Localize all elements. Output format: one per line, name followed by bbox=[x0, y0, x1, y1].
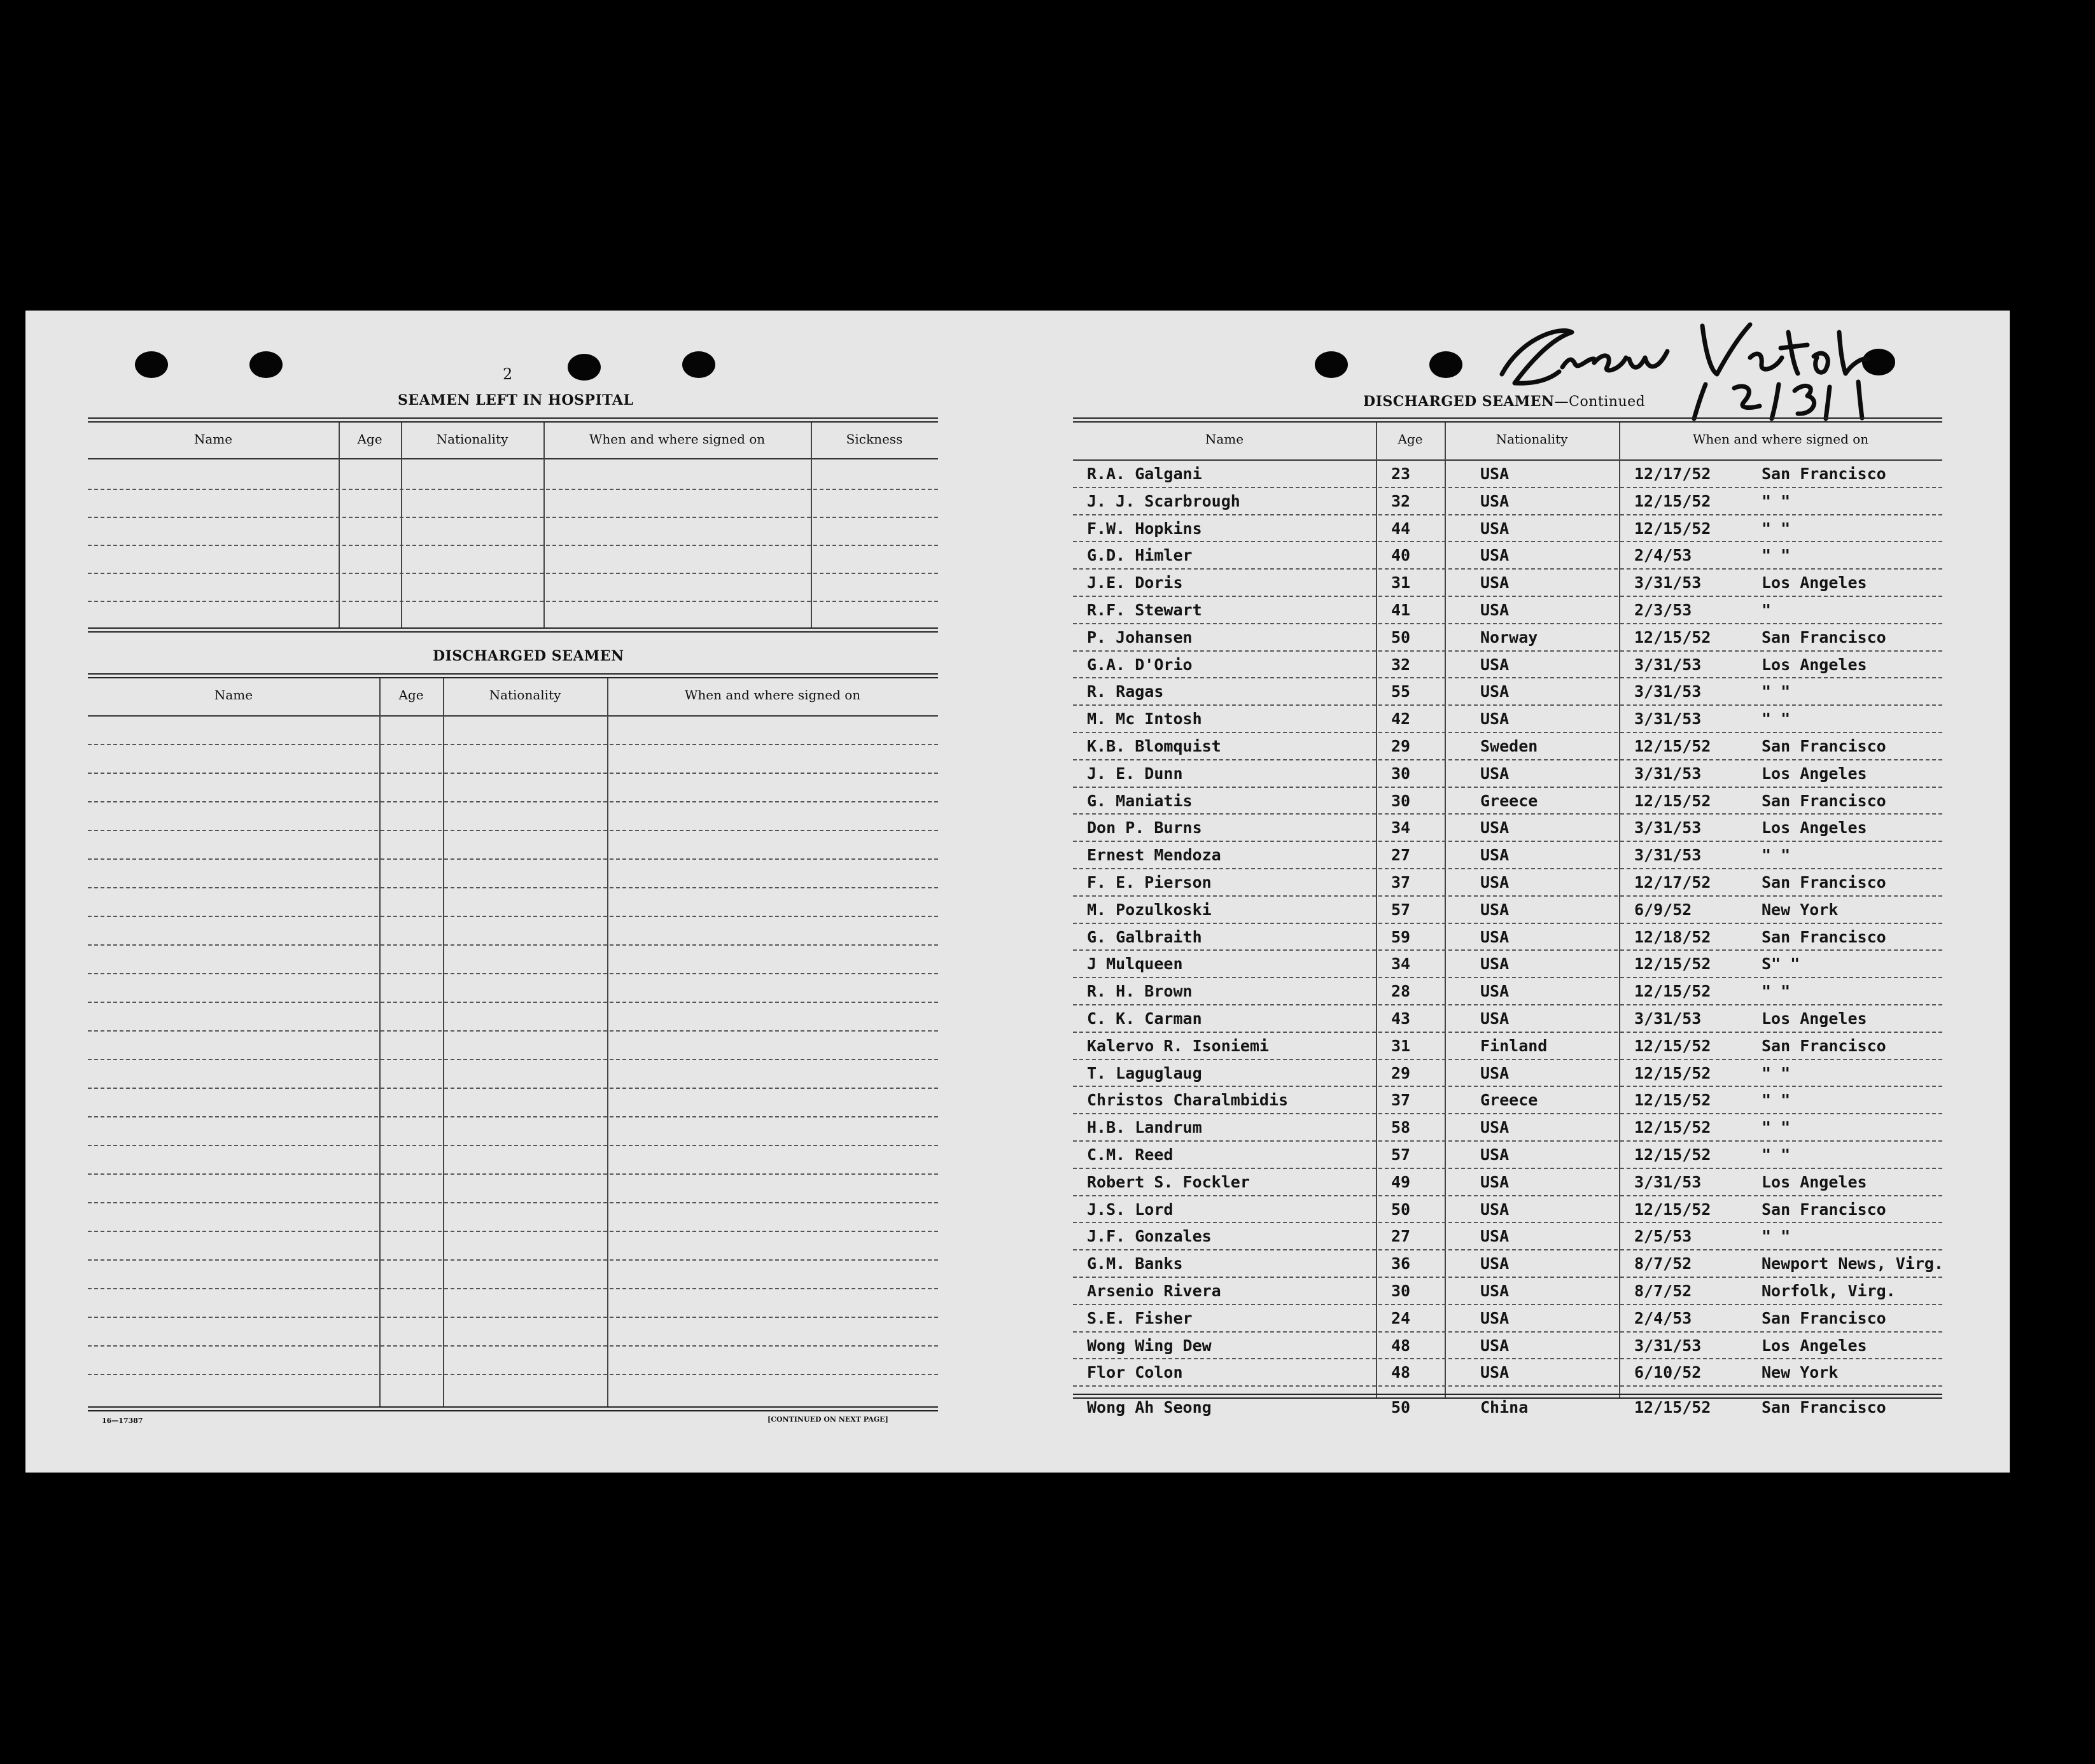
table-row-line bbox=[1073, 841, 1942, 842]
row-age: 29 bbox=[1391, 737, 1411, 755]
row-place: San Francisco bbox=[1762, 1037, 1886, 1055]
row-name: G.A. D'Orio bbox=[1087, 655, 1193, 674]
discharged-table-top-rule bbox=[88, 673, 938, 678]
row-date: 6/10/52 bbox=[1634, 1363, 1702, 1382]
table-row-line bbox=[1073, 1249, 1942, 1250]
row-date: 3/31/53 bbox=[1634, 573, 1702, 592]
hospital-col-divider bbox=[543, 423, 545, 627]
empty-row-line bbox=[88, 887, 938, 888]
row-age: 57 bbox=[1391, 900, 1411, 919]
row-nationality: USA bbox=[1480, 818, 1510, 837]
empty-row-line bbox=[88, 858, 938, 860]
row-nationality: USA bbox=[1480, 1282, 1510, 1300]
hospital-col-nationality: Nationality bbox=[436, 431, 508, 447]
table-row-line bbox=[1073, 1168, 1942, 1169]
row-nationality: USA bbox=[1480, 573, 1510, 592]
row-date: 12/15/52 bbox=[1634, 628, 1711, 647]
discharged-header-rule bbox=[88, 715, 938, 717]
empty-row-line bbox=[88, 1202, 938, 1203]
row-place: San Francisco bbox=[1762, 1309, 1886, 1327]
row-age: 37 bbox=[1391, 873, 1411, 892]
row-place: San Francisco bbox=[1762, 792, 1886, 810]
row-date: 12/15/52 bbox=[1634, 955, 1711, 973]
row-place: " " bbox=[1762, 546, 1791, 564]
row-nationality: Greece bbox=[1480, 1091, 1538, 1109]
row-name: F. E. Pierson bbox=[1087, 873, 1212, 892]
punch-hole bbox=[1315, 351, 1348, 378]
empty-row-line bbox=[88, 801, 938, 802]
row-date: 8/7/52 bbox=[1634, 1254, 1692, 1273]
empty-row-line bbox=[88, 1259, 938, 1261]
continued-col-nationality: Nationality bbox=[1496, 431, 1568, 447]
row-place: Los Angeles bbox=[1762, 1336, 1867, 1355]
row-age: 34 bbox=[1391, 955, 1411, 973]
row-place: Los Angeles bbox=[1762, 1009, 1867, 1028]
table-row-line bbox=[1073, 1113, 1942, 1114]
hospital-col-divider bbox=[339, 423, 340, 627]
row-age: 29 bbox=[1391, 1064, 1411, 1082]
row-date: 3/31/53 bbox=[1634, 764, 1702, 783]
row-age: 30 bbox=[1391, 1282, 1411, 1300]
table-row-line bbox=[1073, 1059, 1942, 1060]
row-nationality: Finland bbox=[1480, 1037, 1548, 1055]
row-date: 12/17/52 bbox=[1634, 873, 1711, 892]
hospital-table-top-rule bbox=[88, 417, 938, 423]
row-age: 50 bbox=[1391, 1398, 1411, 1417]
row-name: R.F. Stewart bbox=[1087, 601, 1202, 619]
row-nationality: USA bbox=[1480, 465, 1510, 483]
empty-row-line bbox=[88, 1002, 938, 1003]
table-row-line bbox=[1073, 1032, 1942, 1033]
row-place: " " bbox=[1762, 1064, 1791, 1082]
row-nationality: USA bbox=[1480, 846, 1510, 864]
row-place: " " bbox=[1762, 519, 1791, 538]
row-nationality: USA bbox=[1480, 900, 1510, 919]
row-name: H.B. Landrum bbox=[1087, 1118, 1202, 1137]
table-row-line bbox=[1073, 1004, 1942, 1005]
empty-row-line bbox=[88, 1145, 938, 1146]
punch-hole bbox=[135, 351, 168, 378]
document-sheet bbox=[25, 311, 2010, 1473]
row-date: 6/9/52 bbox=[1634, 900, 1692, 919]
row-nationality: Greece bbox=[1480, 792, 1538, 810]
row-date: 3/31/53 bbox=[1634, 1336, 1702, 1355]
row-nationality: USA bbox=[1480, 1254, 1510, 1273]
hospital-section-title: SEAMEN LEFT IN HOSPITAL bbox=[398, 392, 634, 409]
empty-row-line bbox=[88, 944, 938, 946]
row-nationality: USA bbox=[1480, 710, 1510, 728]
row-name: C.M. Reed bbox=[1087, 1145, 1174, 1164]
continued-col-signed-on: When and where signed on bbox=[1692, 431, 1869, 447]
hospital-col-name: Name bbox=[193, 431, 233, 447]
row-date: 12/15/52 bbox=[1634, 1037, 1711, 1055]
row-name: Don P. Burns bbox=[1087, 818, 1202, 837]
row-place: " " bbox=[1762, 710, 1791, 728]
row-name: Ernest Mendoza bbox=[1087, 846, 1221, 864]
discharged-col-divider bbox=[607, 678, 608, 1408]
row-date: 12/15/52 bbox=[1634, 492, 1711, 510]
empty-row-line bbox=[88, 916, 938, 917]
row-nationality: USA bbox=[1480, 601, 1510, 619]
row-nationality: USA bbox=[1480, 546, 1510, 564]
empty-row-line bbox=[88, 1345, 938, 1347]
row-name: M. Pozulkoski bbox=[1087, 900, 1212, 919]
row-name: Kalervo R. Isoniemi bbox=[1087, 1037, 1269, 1055]
table-row-line bbox=[1073, 1304, 1942, 1305]
row-name: S.E. Fisher bbox=[1087, 1309, 1193, 1327]
empty-row-line bbox=[88, 1288, 938, 1289]
table-row-line bbox=[1073, 732, 1942, 733]
row-age: 48 bbox=[1391, 1363, 1411, 1382]
row-name: G.M. Banks bbox=[1087, 1254, 1183, 1273]
table-row-line bbox=[1073, 1140, 1942, 1142]
continued-col-age: Age bbox=[1398, 431, 1423, 447]
empty-row-line bbox=[88, 1116, 938, 1117]
row-place: " " bbox=[1762, 1118, 1791, 1137]
row-name: P. Johansen bbox=[1087, 628, 1193, 647]
row-date: 3/31/53 bbox=[1634, 1173, 1702, 1191]
table-row-line bbox=[1073, 514, 1942, 515]
row-date: 3/31/53 bbox=[1634, 682, 1702, 701]
row-age: 24 bbox=[1391, 1309, 1411, 1327]
row-place: San Francisco bbox=[1762, 628, 1886, 647]
row-nationality: USA bbox=[1480, 1145, 1510, 1164]
continued-note: [CONTINUED ON NEXT PAGE] bbox=[767, 1415, 888, 1424]
row-nationality: USA bbox=[1480, 873, 1510, 892]
row-place: " " bbox=[1762, 846, 1791, 864]
row-nationality: Norway bbox=[1480, 628, 1538, 647]
row-name: C. K. Carman bbox=[1087, 1009, 1202, 1028]
table-row-line bbox=[1073, 1222, 1942, 1223]
discharged-col-divider bbox=[443, 678, 444, 1408]
row-nationality: USA bbox=[1480, 955, 1510, 973]
table-row-line bbox=[1073, 977, 1942, 978]
row-place: Los Angeles bbox=[1762, 764, 1867, 783]
row-age: 27 bbox=[1391, 1227, 1411, 1245]
punch-hole bbox=[682, 351, 715, 378]
table-row-line bbox=[1073, 868, 1942, 869]
table-row-line bbox=[1073, 677, 1942, 678]
row-name: G. Maniatis bbox=[1087, 792, 1193, 810]
row-name: Wong Wing Dew bbox=[1087, 1336, 1212, 1355]
row-date: 12/18/52 bbox=[1634, 928, 1711, 946]
row-place: San Francisco bbox=[1762, 928, 1886, 946]
table-row-line bbox=[1073, 1385, 1942, 1387]
row-date: 12/15/52 bbox=[1634, 1091, 1711, 1109]
row-name: Arsenio Rivera bbox=[1087, 1282, 1221, 1300]
row-place: San Francisco bbox=[1762, 873, 1886, 892]
row-name: J.E. Doris bbox=[1087, 573, 1183, 592]
row-age: 41 bbox=[1391, 601, 1411, 619]
row-name: R. Ragas bbox=[1087, 682, 1164, 701]
row-age: 36 bbox=[1391, 1254, 1411, 1273]
punch-hole bbox=[1429, 351, 1462, 378]
table-row-line bbox=[1073, 650, 1942, 652]
hospital-row-line bbox=[88, 545, 938, 546]
row-date: 2/4/53 bbox=[1634, 546, 1692, 564]
row-age: 30 bbox=[1391, 764, 1411, 783]
table-row-line bbox=[1073, 759, 1942, 760]
continued-table-top-rule bbox=[1073, 417, 1942, 423]
table-row-line bbox=[1073, 596, 1942, 597]
row-nationality: Sweden bbox=[1480, 737, 1538, 755]
empty-row-line bbox=[88, 1173, 938, 1175]
hospital-col-sickness: Sickness bbox=[846, 431, 903, 447]
discharged-col-divider bbox=[379, 678, 381, 1408]
row-nationality: USA bbox=[1480, 928, 1510, 946]
row-age: 31 bbox=[1391, 1037, 1411, 1055]
discharged-table-bottom-rule bbox=[88, 1406, 938, 1411]
row-place: " " bbox=[1762, 1091, 1791, 1109]
row-age: 48 bbox=[1391, 1336, 1411, 1355]
table-row-line bbox=[1073, 923, 1942, 924]
row-name: R.A. Galgani bbox=[1087, 465, 1202, 483]
hospital-col-divider bbox=[811, 423, 812, 627]
row-age: 32 bbox=[1391, 655, 1411, 674]
row-nationality: USA bbox=[1480, 764, 1510, 783]
table-row-line bbox=[1073, 704, 1942, 706]
row-nationality: USA bbox=[1480, 1309, 1510, 1327]
row-date: 12/15/52 bbox=[1634, 982, 1711, 1000]
row-age: 31 bbox=[1391, 573, 1411, 592]
row-age: 27 bbox=[1391, 846, 1411, 864]
row-age: 49 bbox=[1391, 1173, 1411, 1191]
row-place: Los Angeles bbox=[1762, 655, 1867, 674]
row-date: 2/4/53 bbox=[1634, 1309, 1692, 1327]
row-date: 12/15/52 bbox=[1634, 1145, 1711, 1164]
table-row-line bbox=[1073, 949, 1942, 951]
empty-row-line bbox=[88, 1030, 938, 1032]
row-date: 12/15/52 bbox=[1634, 519, 1711, 538]
discharged-col-nationality: Nationality bbox=[489, 687, 561, 703]
table-row-line bbox=[1073, 568, 1942, 570]
row-place: " bbox=[1762, 601, 1772, 619]
row-place: Los Angeles bbox=[1762, 573, 1867, 592]
row-place: Norfolk, Virg. bbox=[1762, 1282, 1896, 1300]
continued-title-text: DISCHARGED SEAMEN bbox=[1363, 393, 1555, 410]
row-age: 40 bbox=[1391, 546, 1411, 564]
table-row-line bbox=[1073, 541, 1942, 542]
hospital-col-signed-on: When and where signed on bbox=[589, 431, 766, 447]
row-place: " " bbox=[1762, 492, 1791, 510]
discharged-col-signed-on: When and where signed on bbox=[684, 687, 861, 703]
table-row-line bbox=[1073, 813, 1942, 815]
row-date: 12/15/52 bbox=[1634, 1200, 1711, 1219]
row-name: Christos Charalmbidis bbox=[1087, 1091, 1289, 1109]
table-row-line bbox=[1073, 623, 1942, 624]
table-row-line bbox=[1073, 487, 1942, 488]
empty-row-line bbox=[88, 1231, 938, 1232]
row-place: " " bbox=[1762, 682, 1791, 701]
hospital-row-line bbox=[88, 517, 938, 518]
row-date: 12/15/52 bbox=[1634, 1398, 1711, 1417]
row-date: 3/31/53 bbox=[1634, 846, 1702, 864]
row-date: 12/15/52 bbox=[1634, 792, 1711, 810]
row-place: Newport News, Virg. bbox=[1762, 1254, 1944, 1273]
empty-row-line bbox=[88, 1374, 938, 1375]
row-nationality: USA bbox=[1480, 682, 1510, 701]
row-nationality: USA bbox=[1480, 1336, 1510, 1355]
row-nationality: USA bbox=[1480, 1227, 1510, 1245]
row-date: 3/31/53 bbox=[1634, 655, 1702, 674]
row-nationality: USA bbox=[1480, 1363, 1510, 1382]
hospital-col-age: Age bbox=[357, 431, 382, 447]
table-row-line bbox=[1073, 1358, 1942, 1359]
row-name: G. Galbraith bbox=[1087, 928, 1202, 946]
hospital-row-line bbox=[88, 601, 938, 602]
row-place: New York bbox=[1762, 1363, 1839, 1382]
empty-row-line bbox=[88, 830, 938, 831]
hospital-col-divider bbox=[401, 423, 402, 627]
row-age: 30 bbox=[1391, 792, 1411, 810]
row-age: 32 bbox=[1391, 492, 1411, 510]
row-place: San Francisco bbox=[1762, 465, 1886, 483]
row-age: 55 bbox=[1391, 682, 1411, 701]
row-age: 44 bbox=[1391, 519, 1411, 538]
row-nationality: China bbox=[1480, 1398, 1529, 1417]
row-place: " " bbox=[1762, 1227, 1791, 1245]
continued-header-rule bbox=[1073, 459, 1942, 461]
page-number: 2 bbox=[503, 365, 513, 383]
row-place: San Francisco bbox=[1762, 1200, 1886, 1219]
form-number: 16—17387 bbox=[102, 1417, 143, 1425]
row-date: 12/15/52 bbox=[1634, 1118, 1711, 1137]
empty-row-line bbox=[88, 773, 938, 774]
table-row-line bbox=[1073, 1195, 1942, 1196]
row-nationality: USA bbox=[1480, 1009, 1510, 1028]
row-age: 50 bbox=[1391, 628, 1411, 647]
row-name: T. Laguglaug bbox=[1087, 1064, 1202, 1082]
continued-title-suffix: —Continued bbox=[1554, 394, 1646, 410]
discharged-col-name: Name bbox=[214, 687, 253, 703]
row-name: J Mulqueen bbox=[1087, 955, 1183, 973]
row-date: 8/7/52 bbox=[1634, 1282, 1692, 1300]
empty-row-line bbox=[88, 1088, 938, 1089]
row-name: Flor Colon bbox=[1087, 1363, 1183, 1382]
row-name: J. E. Dunn bbox=[1087, 764, 1183, 783]
row-name: J.F. Gonzales bbox=[1087, 1227, 1212, 1245]
row-age: 37 bbox=[1391, 1091, 1411, 1109]
row-place: S" " bbox=[1762, 955, 1800, 973]
discharged-col-age: Age bbox=[398, 687, 424, 703]
row-place: " " bbox=[1762, 1145, 1791, 1164]
row-date: 12/15/52 bbox=[1634, 1064, 1711, 1082]
row-date: 2/3/53 bbox=[1634, 601, 1692, 619]
row-place: San Francisco bbox=[1762, 1398, 1886, 1417]
row-place: New York bbox=[1762, 900, 1839, 919]
row-nationality: USA bbox=[1480, 1200, 1510, 1219]
row-age: 58 bbox=[1391, 1118, 1411, 1137]
row-date: 2/5/53 bbox=[1634, 1227, 1692, 1245]
row-name: J.S. Lord bbox=[1087, 1200, 1174, 1219]
empty-row-line bbox=[88, 1317, 938, 1318]
row-age: 42 bbox=[1391, 710, 1411, 728]
row-name: K.B. Blomquist bbox=[1087, 737, 1221, 755]
row-date: 12/17/52 bbox=[1634, 465, 1711, 483]
row-place: San Francisco bbox=[1762, 737, 1886, 755]
continued-col-name: Name bbox=[1205, 431, 1244, 447]
hospital-row-line bbox=[88, 489, 938, 490]
row-nationality: USA bbox=[1480, 655, 1510, 674]
table-row-line bbox=[1073, 895, 1942, 897]
empty-row-line bbox=[88, 1059, 938, 1060]
row-age: 28 bbox=[1391, 982, 1411, 1000]
row-nationality: USA bbox=[1480, 1173, 1510, 1191]
discharged-section-title: DISCHARGED SEAMEN bbox=[433, 648, 624, 664]
row-date: 12/15/52 bbox=[1634, 737, 1711, 755]
row-name: M. Mc Intosh bbox=[1087, 710, 1202, 728]
row-date: 3/31/53 bbox=[1634, 818, 1702, 837]
row-nationality: USA bbox=[1480, 982, 1510, 1000]
row-place: " " bbox=[1762, 982, 1791, 1000]
row-age: 50 bbox=[1391, 1200, 1411, 1219]
punch-hole bbox=[249, 351, 283, 378]
hospital-table-bottom-rule bbox=[88, 627, 938, 633]
row-nationality: USA bbox=[1480, 1118, 1510, 1137]
row-date: 3/31/53 bbox=[1634, 1009, 1702, 1028]
row-name: R. H. Brown bbox=[1087, 982, 1193, 1000]
row-age: 43 bbox=[1391, 1009, 1411, 1028]
row-name: Robert S. Fockler bbox=[1087, 1173, 1250, 1191]
punch-hole bbox=[568, 354, 601, 381]
row-name: F.W. Hopkins bbox=[1087, 519, 1202, 538]
row-name: J. J. Scarbrough bbox=[1087, 492, 1240, 510]
row-age: 34 bbox=[1391, 818, 1411, 837]
row-nationality: USA bbox=[1480, 519, 1510, 538]
handwritten-signature bbox=[1476, 313, 1935, 421]
row-age: 57 bbox=[1391, 1145, 1411, 1164]
row-date: 3/31/53 bbox=[1634, 710, 1702, 728]
empty-row-line bbox=[88, 744, 938, 745]
table-row-line bbox=[1073, 1086, 1942, 1087]
row-name: Wong Ah Seong bbox=[1087, 1398, 1212, 1417]
table-row-line bbox=[1073, 1331, 1942, 1333]
row-age: 23 bbox=[1391, 465, 1411, 483]
table-row-line bbox=[1073, 787, 1942, 788]
row-nationality: USA bbox=[1480, 492, 1510, 510]
row-place: Los Angeles bbox=[1762, 1173, 1867, 1191]
row-name: G.D. Himler bbox=[1087, 546, 1193, 564]
empty-row-line bbox=[88, 973, 938, 974]
row-place: Los Angeles bbox=[1762, 818, 1867, 837]
table-row-line bbox=[1073, 1277, 1942, 1278]
hospital-row-line bbox=[88, 573, 938, 574]
row-nationality: USA bbox=[1480, 1064, 1510, 1082]
row-age: 59 bbox=[1391, 928, 1411, 946]
